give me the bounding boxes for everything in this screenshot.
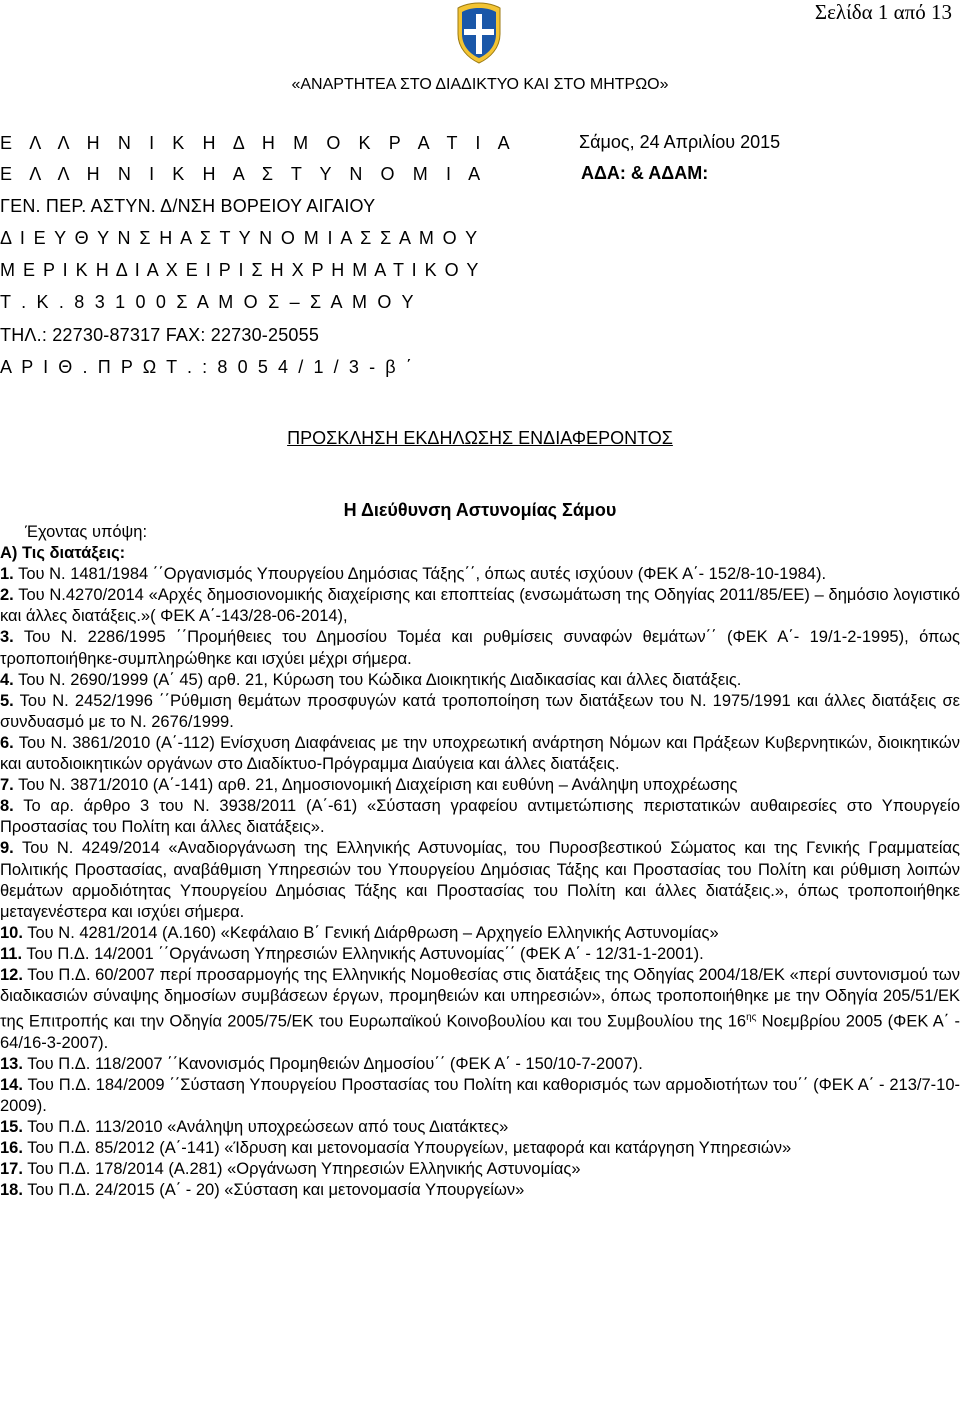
preamble: Έχοντας υπόψη: xyxy=(25,523,148,541)
list-item: 2. Του Ν.4270/2014 «Αρχές δημοσιονομικής διαχείρισης και εποπτείας (ενσωμάτωση της Οδηγίας 2011/85/ΕΕ) – δημόσιο λογιστικό και άλλες διατάξεις.»( ΦΕΚ Α΄-143/28-06-2014), xyxy=(0,586,960,626)
date-line: Σάμος, 24 Απριλίου 2015 xyxy=(579,132,781,152)
list-item: 14. Του Π.Δ. 184/2009 ΄΄Σύσταση Υπουργείου Προστασίας του Πολίτη και καθορισμός των αρμοδιοτήτων του΄΄ (ΦΕΚ Α΄ - 213/7-10-2009). xyxy=(0,1075,960,1116)
list-item: 4. Του Ν. 2690/1999 (Α΄ 45) αρθ. 21, Κύρωση του Κώδικα Διοικητικής Διαδικασίας και άλλες διατάξεις. xyxy=(0,670,742,689)
greek-coat-of-arms-icon xyxy=(452,0,506,71)
list-item: 17. Του Π.Δ. 178/2014 (Α.281) «Οργάνωση Υπηρεσιών Ελληνικής Αστυνομίας» xyxy=(0,1160,581,1179)
page-number: Σελίδα 1 από 13 xyxy=(814,0,952,24)
protocol-number: Α Ρ Ι Θ . Π Ρ Ω Τ . : 8 0 5 4 / 1 / 3 - β ΄ xyxy=(0,357,415,377)
list-item: 18. Του Π.Δ. 24/2015 (Α΄ - 20) «Σύσταση και μετονομασία Υπουργείων» xyxy=(0,1181,525,1200)
list-item: 12. Του Π.Δ. 60/2007 περί προσαρμογής της Ελληνικής Νομοθεσίας στις διατάξεις της Οδηγίας 2004/18/ΕΚ «περί συντονισμού των διαδικασιών σύναψης δημοσίων συμβάσεων έργων, προμηθειών και υπηρεσιών», όπως τροποποιήθηκε με την Οδηγία 205/51/ΕΚ της Επιτροπής και την Οδηγία 2005/75/ΕΚ του Ευρωπαϊκού Κοινοβουλίου και του Συμβουλίου της $16^{\eta\varsigma}$ Νοεμβρίου 2005 (ΦΕΚ Α΄ - 64/16-3-2007). xyxy=(0,965,960,1052)
document-title: ΠΡΟΣΚΛΗΣΗ ΕΚΔΗΛΩΣΗΣ ΕΝΔΙΑΦΕΡΟΝΤΟΣ xyxy=(287,428,673,448)
ada-line: ΑΔΑ: & ΑΔΑΜ: xyxy=(581,163,709,183)
section-a-heading: Α) Τις διατάξεις: xyxy=(0,544,126,563)
list-item: 13. Του Π.Δ. 118/2007 ΄΄Κανονισμός Προμηθειών Δημοσίου΄΄ (ΦΕΚ Α΄ - 150/10-7-2007). xyxy=(0,1054,643,1073)
list-item: 9. Του Ν. 4249/2014 «Αναδιοργάνωση της Ελληνικής Αστυνομίας, του Πυροσβεστικού Σώματος και της Γενικής Γραμματείας Πολιτικής Προστασίας, αναβάθμιση Υπηρεσιών του Υπουργείου Δημόσιας Τάξης και Προστασίας του Πολίτη και ρύθμιση λοιπών θεμάτων αρμοδιότητας Υπουργείου Δημόσιας Τάξης και Προστασίας του Πολίτη και άλλες διατάξεις.», όπως τροποποιήθηκε μεταγενέστερα και ισχύει σήμερα. xyxy=(0,839,960,921)
list-item: 1. Του Ν. 1481/1984 ΄΄Οργανισμός Υπουργείου Δημόσιας Τάξης΄΄, όπως αυτές ισχύουν (ΦΕΚ Α΄- 152/8-10-1984). xyxy=(0,565,827,584)
list-item: 11. Του Π.Δ. 14/2001 ΄΄Οργάνωση Υπηρεσιών Ελληνικής Αστυνομίας΄΄ (ΦΕΚ Α΄ - 12/31-1-2001). xyxy=(0,944,704,963)
list-item: 8. Το αρ. άρθρο 3 του Ν. 3938/2011 (Α΄-61) «Σύσταση γραφείου αντιμετώπισης περιστατικών αυθαιρεσίες στο Υπουργείο Προστασίας του Πολίτη και άλλες διατάξεις». xyxy=(0,797,960,837)
list-item: 6. Του Ν. 3861/2010 (Α΄-112) Ενίσχυση Διαφάνειας με την υποχρεωτική ανάρτηση Νόμων και Πράξεων Κυβερνητικών, διοικητικών και αυτοδιοικητικών οργάνων στο Διαδίκτυο-Πρόγραμμα Διαύγεια και άλλες διατάξεις. xyxy=(0,733,960,774)
list-item: 16. Του Π.Δ. 85/2012 (Α΄-141) «Ίδρυση και μετονομασία Υπουργείων, μεταφορά και κατάργηση Υπηρεσιών» xyxy=(0,1139,792,1158)
header-line-finance: Μ Ε Ρ Ι Κ Η Δ Ι Α Χ Ε Ι Ρ Ι Σ Η Χ Ρ Η Μ Α Τ Ι Κ Ο Υ xyxy=(0,260,480,280)
header-line-phone: ΤΗΛ.: 22730-87317 FAX: 22730-25055 xyxy=(0,325,320,345)
header-line-directorate: Δ Ι Ε Υ Θ Υ Ν Σ Η Α Σ Τ Υ Ν Ο Μ Ι Α Σ Σ Α Μ Ο Υ xyxy=(0,228,480,248)
header-line-police: Ε Λ Λ Η Ν Ι Κ Η Α Σ Τ Υ Ν Ο Μ Ι Α xyxy=(0,164,487,184)
document-body xyxy=(0,522,960,1202)
list-item: 5. Του Ν. 2452/1996 ΄΄Ρύθμιση θεμάτων προσφυγών κατά τροποποίηση των διατάξεων του Ν. 1975/1991 και άλλες διατάξεις σε συνδυασμό με το Ν. 2676/1999. xyxy=(0,691,960,731)
header-line-regional: ΓΕΝ. ΠΕΡ. ΑΣΤΥΝ. Δ/ΝΣΗ ΒΟΡΕΙΟΥ ΑΙΓΑΙΟΥ xyxy=(0,196,376,216)
header-line-republic: Ε Λ Λ Η Ν Ι Κ Η Δ Η Μ Ο Κ Ρ Α Τ Ι Α xyxy=(0,133,517,153)
posting-note: «ΑΝΑΡΤΗΤΕΑ ΣΤΟ ΔΙΑΔΙΚΤΥΟ ΚΑΙ ΣΤΟ ΜΗΤΡΩΟ» xyxy=(291,76,669,93)
issuer-subtitle: Η Διεύθυνση Αστυνομίας Σάμου xyxy=(343,500,617,520)
list-item: 7. Του Ν. 3871/2010 (Α΄-141) αρθ. 21, Δημοσιονομική Διαχείριση και ευθύνη – Ανάληψη υποχρέωσης xyxy=(0,776,738,795)
list-item: 15. Του Π.Δ. 113/2010 «Ανάληψη υποχρεώσεων από τους Διατάκτες» xyxy=(0,1118,509,1137)
list-item: 10. Του Ν. 4281/2014 (Α.160) «Κεφάλαιο Β΄ Γενική Διάρθρωση – Αρχηγείο Ελληνικής Αστυνομίας» xyxy=(0,923,719,942)
header-line-postcode: Τ . Κ . 8 3 1 0 0 Σ Α Μ Ο Σ – Σ Α Μ Ο Υ xyxy=(0,292,417,312)
list-item: 3. Του Ν. 2286/1995 ΄΄Προμήθειες του Δημοσίου Τομέα και ρυθμίσεις συναφών θεμάτων΄΄ (ΦΕΚ Α΄- 19/1-2-1995), όπως τροποποιήθηκε-συμπληρώθηκε και ισχύει μέχρι σήμερα. xyxy=(0,628,960,668)
